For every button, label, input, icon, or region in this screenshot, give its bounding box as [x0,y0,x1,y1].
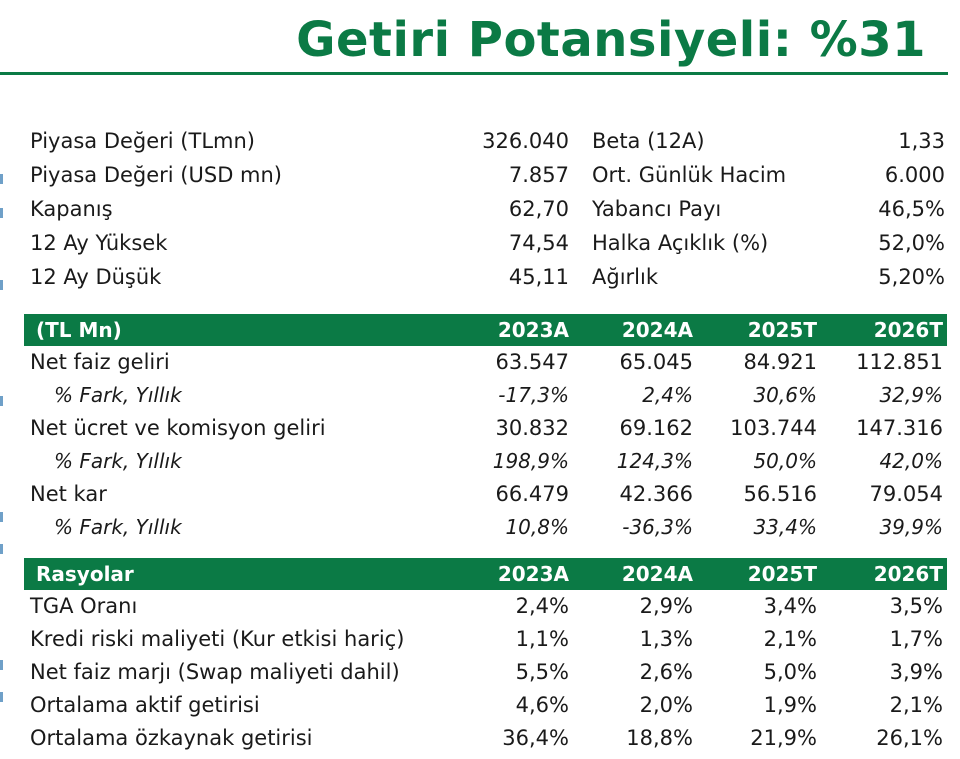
header-label: Rasyolar [36,562,134,586]
cell-value: 5,5% [515,660,569,684]
header-label: (TL Mn) [36,318,122,342]
financials-table [24,314,947,544]
row-label: Ortalama özkaynak getirisi [30,726,313,750]
cell-value: 50,0% [753,449,817,473]
side-mark [0,396,3,406]
side-mark [0,692,3,702]
side-mark [0,174,3,184]
header-year: 2024A [621,318,693,342]
row-label: Net kar [30,482,107,506]
summary-value: 46,5% [878,197,945,221]
summary-label: Ort. Günlük Hacim [592,163,787,187]
summary-row [30,124,945,158]
summary-row [30,226,945,260]
row-label: % Fark, Yıllık [54,449,182,473]
cell-value: 1,3% [639,627,693,651]
cell-value: 21,9% [750,726,817,750]
cell-value: 2,4% [642,383,693,407]
row-label: % Fark, Yıllık [54,383,182,407]
header-year: 2024A [621,562,693,586]
cell-value: 26,1% [876,726,943,750]
header-year: 2026T [873,318,943,342]
cell-value: 30,6% [753,383,817,407]
summary-row [30,260,945,294]
summary-label: Piyasa Değeri (TLmn) [30,129,255,153]
side-mark [0,512,3,522]
row-label: % Fark, Yıllık [54,515,182,539]
summary-value: 5,20% [878,265,945,289]
cell-value: 103.744 [730,416,817,440]
cell-value: 56.516 [743,482,817,506]
summary-label: Ağırlık [592,265,658,289]
cell-value: 42,0% [879,449,943,473]
summary-value: 74,54 [508,231,569,255]
cell-value: 66.479 [495,482,569,506]
cell-value: 18,8% [626,726,693,750]
summary-value: 52,0% [878,231,945,255]
cell-value: 3,4% [763,594,817,618]
ratios-table [24,558,947,755]
summary-label: 12 Ay Düşük [30,265,162,289]
header-year: 2023A [497,562,569,586]
cell-value: 1,7% [889,627,943,651]
cell-value: 2,0% [639,693,693,717]
summary-value: 7.857 [508,163,569,187]
page-title: Getiri Potansiyeli: %31 [296,12,926,68]
summary-label: 12 Ay Yüksek [30,231,168,255]
cell-value: 124,3% [616,449,693,473]
cell-value: 2,4% [515,594,569,618]
cell-value: 112.851 [856,350,943,374]
row-label: Net faiz geliri [30,350,170,374]
side-mark [0,208,3,218]
table-row [24,478,947,511]
table-row [24,511,947,544]
row-label: Kredi riski maliyeti (Kur etkisi hariç) [30,627,405,651]
cell-value: 39,9% [879,515,943,539]
table-header [24,558,947,590]
cell-value: 3,9% [889,660,943,684]
side-mark [0,660,3,670]
row-label: Net ücret ve komisyon geliri [30,416,326,440]
cell-value: 2,9% [639,594,693,618]
table-row [24,412,947,445]
summary-value: 6.000 [884,163,945,187]
table-row [24,346,947,379]
header-year: 2023A [497,318,569,342]
cell-value: 198,9% [492,449,569,473]
cell-value: 2,6% [639,660,693,684]
cell-value: 84.921 [743,350,817,374]
cell-value: 10,8% [505,515,569,539]
side-mark [0,544,3,554]
cell-value: 69.162 [619,416,693,440]
row-label: TGA Oranı [30,594,138,618]
cell-value: 147.316 [856,416,943,440]
cell-value: 1,9% [763,693,817,717]
header-year: 2025T [747,318,817,342]
table-row [24,623,947,656]
summary-label: Kapanış [30,197,113,221]
cell-value: 63.547 [495,350,569,374]
cell-value: 33,4% [753,515,817,539]
summary-value: 326.040 [482,129,569,153]
cell-value: 30.832 [495,416,569,440]
cell-value: 2,1% [889,693,943,717]
summary-value: 1,33 [898,129,945,153]
cell-value: -36,3% [622,515,693,539]
cell-value: 4,6% [515,693,569,717]
summary-stats [30,124,945,294]
side-mark [0,280,3,290]
cell-value: 36,4% [502,726,569,750]
title-divider [0,72,948,75]
table-row [24,722,947,755]
header-year: 2025T [747,562,817,586]
cell-value: 42.366 [619,482,693,506]
cell-value: -17,3% [498,383,569,407]
table-row [24,445,947,478]
cell-value: 5,0% [763,660,817,684]
table-row [24,590,947,623]
summary-value: 45,11 [508,265,569,289]
summary-label: Piyasa Değeri (USD mn) [30,163,282,187]
cell-value: 79.054 [869,482,943,506]
summary-label: Yabancı Payı [592,197,722,221]
summary-row [30,192,945,226]
table-row [24,379,947,412]
table-row [24,656,947,689]
summary-value: 62,70 [508,197,569,221]
summary-label: Beta (12A) [592,129,705,153]
cell-value: 2,1% [763,627,817,651]
cell-value: 3,5% [889,594,943,618]
header-year: 2026T [873,562,943,586]
table-header [24,314,947,346]
summary-label: Halka Açıklık (%) [592,231,769,255]
summary-row [30,158,945,192]
row-label: Ortalama aktif getirisi [30,693,260,717]
table-row [24,689,947,722]
cell-value: 1,1% [515,627,569,651]
row-label: Net faiz marjı (Swap maliyeti dahil) [30,660,400,684]
cell-value: 32,9% [879,383,943,407]
cell-value: 65.045 [619,350,693,374]
